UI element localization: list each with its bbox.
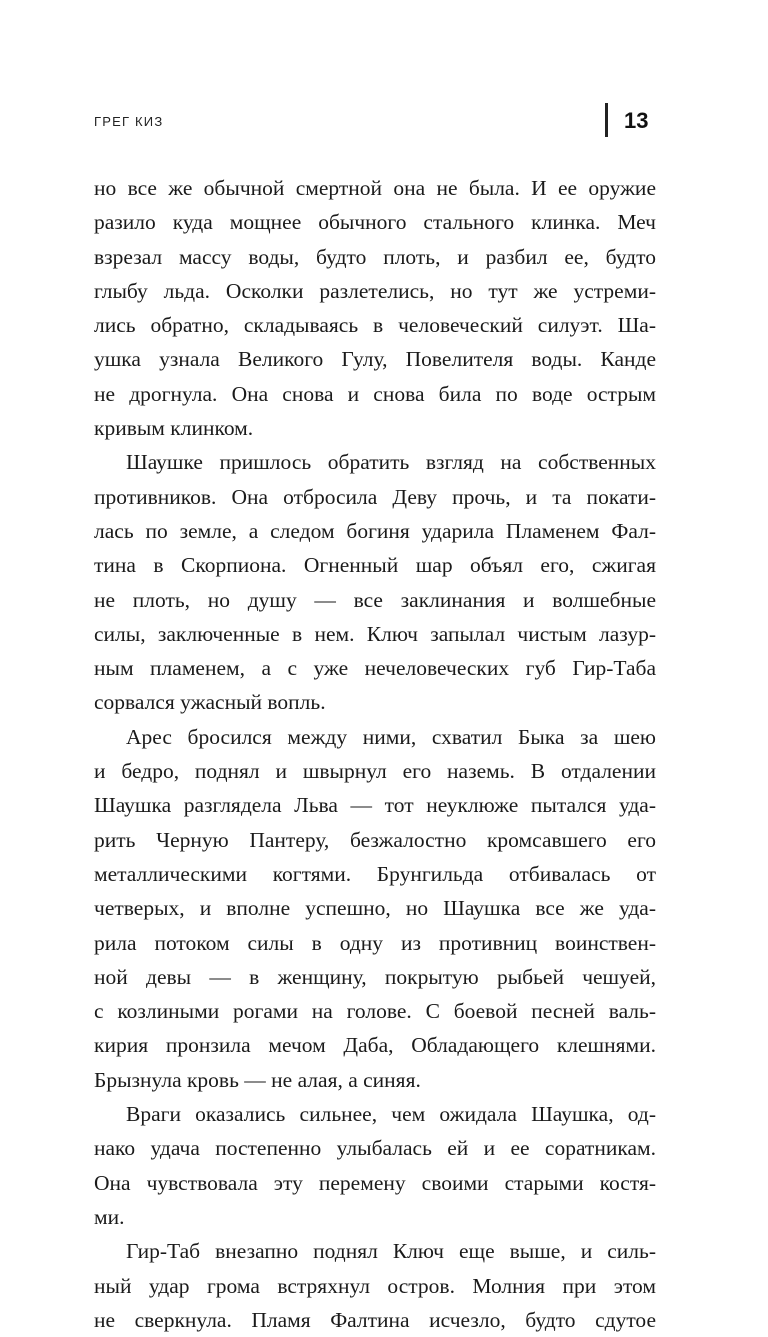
page-number: 13 (624, 108, 649, 133)
header-divider (605, 103, 608, 137)
text-line: сорвался ужасный вопль. (94, 690, 326, 715)
text-line: не дрогнула. Она снова и снова била по воде острым (94, 381, 656, 406)
text-line: Брызнула кровь — не алая, а синяя. (94, 1067, 421, 1092)
text-line: металлическими когтями. Брунгильда отбивалась от (94, 861, 656, 886)
text-line: взрезал массу воды, будто плоть, и разбил ее, будто (94, 244, 656, 269)
running-head-author: ГРЕГ КИЗ (94, 114, 164, 129)
text-line: Арес бросился между ними, схватил Быка за шею (126, 724, 656, 749)
text-line: рить Черную Пантеру, безжалостно кромсавшего его (94, 827, 656, 852)
text-line: но все же обычной смертной она не была. И ее оружие (94, 176, 656, 200)
text-line: ным пламенем, а с уже нечеловеческих губ Гир-Таба (94, 656, 656, 681)
text-line: силы, заключенные в нем. Ключ запылал чистым лазур- (94, 621, 656, 646)
text-line: нако удача постепенно улыбалась ей и ее соратникам. (94, 1136, 656, 1161)
text-line: Гир-Таб внезапно поднял Ключ еще выше, и силь- (126, 1239, 656, 1264)
text-line: не плоть, но душу — все заклинания и волшебные (94, 587, 656, 612)
text-line: Враги оказались сильнее, чем ожидала Шаушка, од- (126, 1102, 656, 1127)
text-line: глыбу льда. Осколки разлетелись, но тут же устреми- (94, 278, 656, 303)
text-line: лись обратно, складываясь в человеческий силуэт. Ша- (94, 313, 656, 338)
body-text (94, 171, 656, 1337)
text-line: рила потоком силы в одну из противниц воинствен- (94, 930, 656, 955)
text-line: кирия пронзила мечом Даба, Обладающего клешнями. (94, 1033, 656, 1058)
text-line: с козлиными рогами на голове. С боевой песней валь- (94, 999, 656, 1024)
text-line: и бедро, поднял и швырнул его наземь. В отдалении (94, 759, 656, 784)
text-line: тина в Скорпиона. Огненный шар объял его, сжигая (94, 553, 656, 578)
text-line: лась по земле, а следом богиня ударила Пламенем Фал- (94, 518, 656, 543)
text-line: четверых, и вполне успешно, но Шаушка все же уда- (94, 896, 656, 921)
text-line: ушка узнала Великого Гулу, Повелителя воды. Канде (94, 347, 656, 372)
text-line: разило куда мощнее обычного стального клинка. Меч (94, 210, 656, 235)
text-line: ный удар грома встряхнул остров. Молния при этом (94, 1273, 656, 1298)
text-line: Шаушке пришлось обратить взгляд на собственных (126, 450, 656, 475)
text-line: ной девы — в женщину, покрытую рыбьей чешуей, (94, 964, 656, 989)
text-line: не сверкнула. Пламя Фалтина исчезло, будто сдутое (94, 1307, 656, 1332)
text-line: кривым клинком. (94, 416, 254, 441)
text-line: Шаушка разглядела Льва — тот неуклюже пытался уда- (94, 793, 656, 818)
text-line: Она чувствовала эту перемену своими старыми костя- (94, 1170, 656, 1195)
text-line: противников. Она отбросила Деву прочь, и та покати- (94, 484, 656, 509)
text-line: ми. (94, 1204, 125, 1229)
